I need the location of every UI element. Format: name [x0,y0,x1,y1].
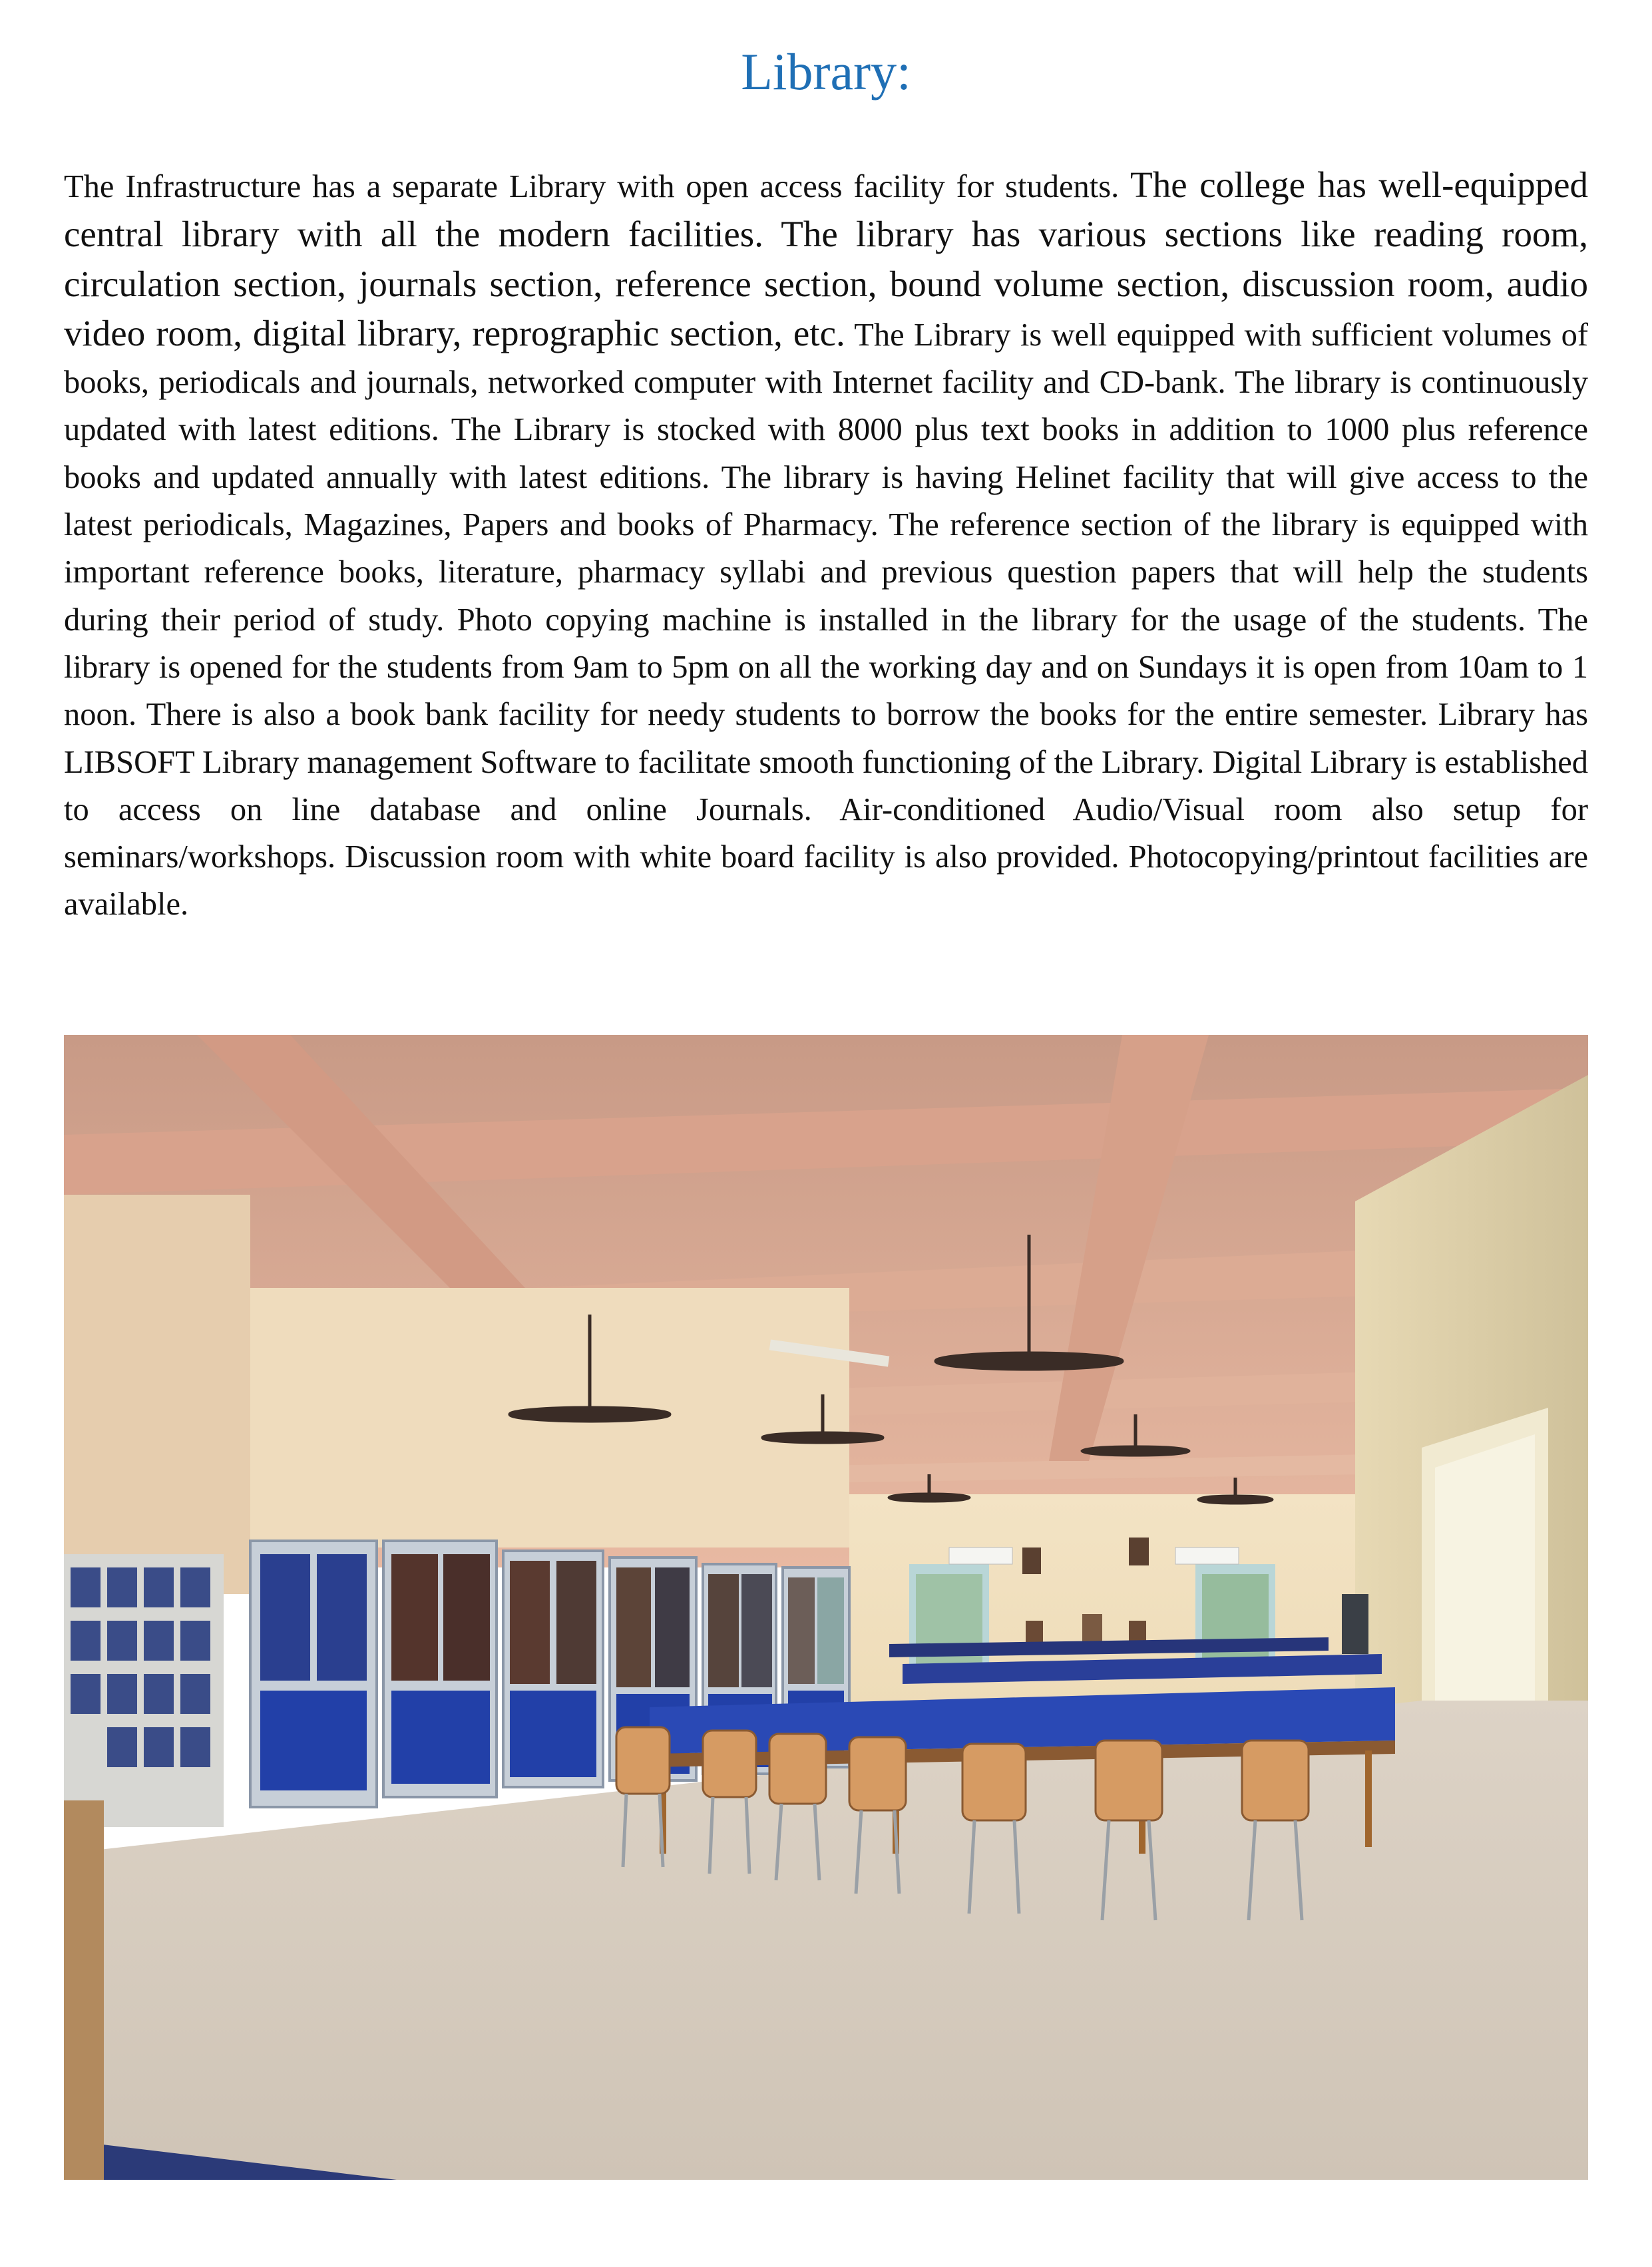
page-title: Library: [741,43,911,101]
intro-sentence: The Infrastructure has a separate Library with open access facility for students. [64,169,1120,204]
facilities-sentence: The college has well-equipped central library with all the modern facilities. The library has various sections like reading room, circulation section, journals section, reference section, bound volume section, discussion room, audio video room, digital library, reprographic section, etc. [64,164,1588,353]
library-description [64,161,1588,928]
details-text: The Library is well equipped with sufficient volumes of books, periodicals and journals, networked computer with Internet facility and CD-bank. The library is continuously updated with latest editions. The Library is stocked with 8000 plus text books in addition to 1000 plus reference books and updated annually with latest editions. The library is having Helinet facility that will give access to the latest periodicals, Magazines, Papers and books of Pharmacy. The reference section of the library is equipped with important reference books, literature, pharmacy syllabi and previous question papers that will help the students during their period of study. Photo copying machine is installed in the library for the usage of the students. The library is opened for the students from 9am to 5pm on all the working day and on Sundays it is open from 10am to 1 noon. There is also a book bank facility for needy students to borrow the books for the entire semester. Library has LIBSOFT Library management Software to facilitate smooth functioning of the Library. Digital Library is established to access on line database and online Journals. Air-conditioned Audio/Visual room also setup for seminars/workshops. Discussion room with white board facility is also provided. Photocopying/printout facilities are available. [64,317,1589,923]
library-interior-photo [64,1035,1588,2180]
